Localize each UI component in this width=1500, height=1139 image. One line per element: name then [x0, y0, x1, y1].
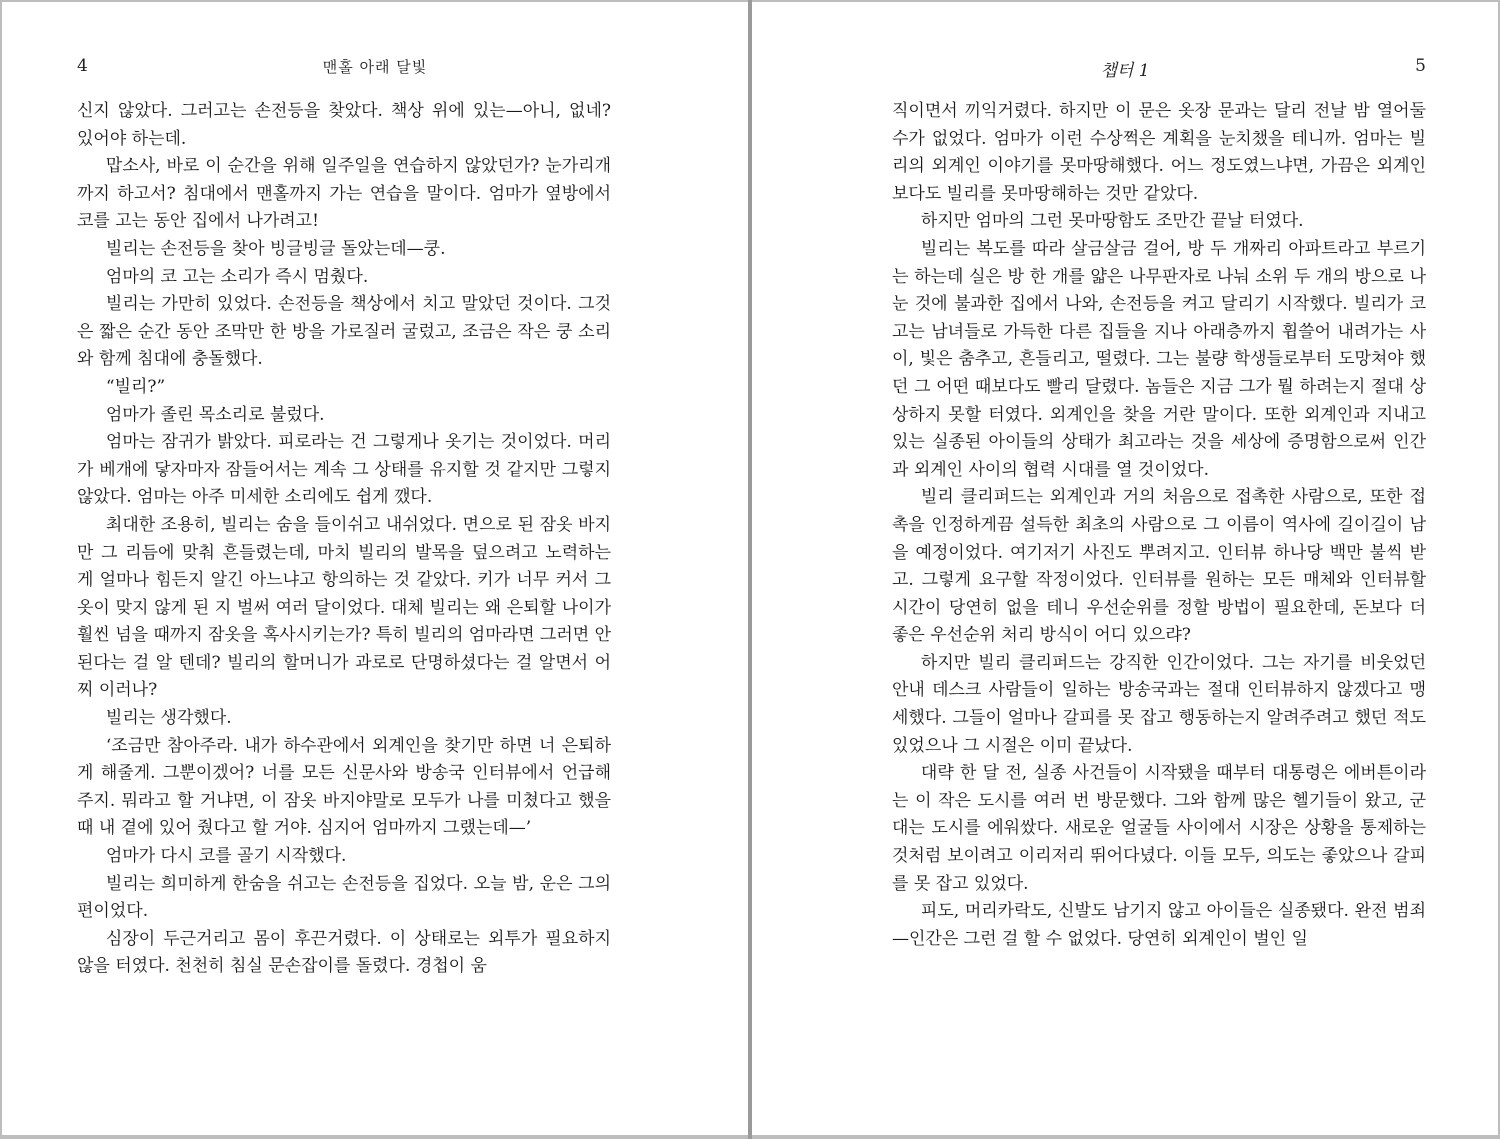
paragraph: 하지만 빌리 클리퍼드는 강직한 인간이었다. 그는 자기를 비웃었던 안내 데스크 사람들이 일하는 방송국과는 절대 인터뷰하지 않겠다고 맹세했다. 그들이 얼마나 갈피를 못 잡고 행동하는지 알려주려고 했던 적도 있었으나 그 시절은 이미 끝났다.	[892, 652, 1426, 756]
paragraph: 빌리는 생각했다.	[105, 708, 232, 729]
paragraph: 최대한 조용히, 빌리는 숨을 들이쉬고 내쉬었다. 면으로 된 잠옷 바지만 그 리듬에 맞춰 흔들렸는데, 마치 빌리의 발목을 덮으려고 노력하는 게 얼마나 힘든지 알긴 아느냐고 항의하는 것 같았다. 키가 너무 커서 그 옷이 맞지 않게 된 지 벌써 여러 달이었다. 대체 빌리는 왜 은퇴할 나이가 훨씬 넘을 때까지 잠옷을 혹사시키는가? 특히 빌리의 엄마라면 그러면 안 된다는 걸 알 텐데? 빌리의 할머니가 과로로 단명하셨다는 걸 알면서 어찌 이러나?	[77, 514, 611, 701]
paragraph: 빌리는 가만히 있었다. 손전등을 책상에서 치고 말았던 것이다. 그것은 짧은 순간 동안 조막만 한 방을 가로질러 굴렀고, 조금은 작은 쿵 소리와 함께 침대에 충돌했다.	[77, 294, 611, 370]
body-text	[892, 98, 1426, 953]
paragraph: 빌리 클리퍼드는 외계인과 거의 처음으로 접촉한 사람으로, 또한 접촉을 인정하게끔 설득한 최초의 사람으로 그 이름이 역사에 길이길이 남을 예정이었다. 여기저기 사진도 뿌려지고. 인터뷰 하나당 백만 불씩 받고. 그렇게 요구할 작정이었다. 인터뷰를 원하는 모든 매체와 인터뷰할 시간이 당연히 없을 테니 우선순위를 정할 방법이 필요한데, 돈보다 더 좋은 우선순위 처리 방식이 어디 있으랴?	[892, 487, 1426, 646]
paragraph: 하지만 엄마의 그런 못마땅함도 조만간 끝날 터였다.	[920, 211, 1304, 232]
paragraph: 직이면서 끼익거렸다. 하지만 이 문은 옷장 문과는 달리 전날 밤 열어둘 수가 없었다. 엄마가 이런 수상쩍은 계획을 눈치챘을 테니까. 엄마는 빌리의 외계인 이야기를 못마땅해했다. 어느 정도였느냐면, 가끔은 외계인보다도 빌리를 못마땅해하는 것만 같았다.	[892, 101, 1426, 204]
body-text	[77, 98, 611, 981]
paragraph: ‘조금만 참아주라. 내가 하수관에서 외계인을 찾기만 하면 너 은퇴하게 해줄게. 그뿐이겠어? 너를 모든 신문사와 방송국 인터뷰에서 언급해 주지. 뭐라고 할 거냐면, 이 잠옷 바지야말로 모두가 나를 미쳤다고 했을 때 내 곁에 있어 줬다고 할 거야. 심지어 엄마까지 그랬는데—’	[77, 735, 611, 839]
paragraph: 맙소사, 바로 이 순간을 위해 일주일을 연습하지 않았던가? 눈가리개까지 하고서? 침대에서 맨홀까지 가는 연습을 말이다. 엄마가 옆방에서 코를 고는 동안 집에서 나가려고!	[77, 156, 611, 232]
left-page	[2, 2, 748, 1135]
paragraph: 엄마가 다시 코를 골기 시작했다.	[105, 846, 347, 867]
running-title: 맨홀 아래 달빛	[322, 58, 428, 76]
paragraph: 피도, 머리카락도, 신발도 남기지 않고 아이들은 실종됐다. 완전 범죄—인간은 그런 걸 할 수 없었다. 당연히 외계인이 벌인 일	[892, 901, 1426, 949]
paragraph: 엄마는 잠귀가 밝았다. 피로라는 건 그렇게나 옷기는 것이었다. 머리가 베개에 닿자마자 잠들어서는 계속 그 상태를 유지할 것 같지만 그렇지 않았다. 엄마는 아주 미세한 소리에도 쉽게 깼다.	[77, 432, 611, 508]
page-number: 5	[1415, 56, 1426, 76]
paragraph: “빌리?”	[105, 376, 166, 397]
paragraph: 심장이 두근거리고 몸이 후끈거렸다. 이 상태로는 외투가 필요하지 않을 터였다. 천천히 침실 문손잡이를 돌렸다. 경첩이 움	[77, 928, 611, 977]
page-number: 4	[77, 56, 88, 76]
paragraph: 대략 한 달 전, 실종 사건들이 시작됐을 때부터 대통령은 에버튼이라는 이 작은 도시를 여러 번 방문했다. 그와 함께 많은 헬기들이 왔고, 군대는 도시를 에워쌌다. 새로운 얼굴들 사이에서 시장은 상황을 통제하는 것처럼 보이려고 이리저리 뛰어다녔다. 이들 모두, 의도는 좋았으나 갈피를 못 잡고 있었다.	[892, 763, 1426, 894]
paragraph: 빌리는 희미하게 한숨을 쉬고는 손전등을 집었다. 오늘 밤, 운은 그의 편이었다.	[77, 873, 611, 922]
paragraph: 빌리는 복도를 따라 살금살금 걸어, 방 두 개짜리 아파트라고 부르기는 하는데 실은 방 한 개를 얇은 나무판자로 나눠 소위 두 개의 방으로 나눈 것에 불과한 집에서 나와, 손전등을 켜고 달리기 시작했다. 빌리가 코 고는 남녀들로 가득한 다른 집들을 지나 아래층까지 휩쓸어 내려가는 사이, 빛은 춤추고, 흔들리고, 떨렸다. 그는 불량 학생들로부터 도망쳐야 했던 그 어떤 때보다도 빨리 달렸다. 놈들은 지금 그가 뭘 하려는지 절대 상상하지 못할 터였다. 외계인을 찾을 거란 말이다. 또한 외계인과 지내고 있는 실종된 아이들의 상태가 최고라는 것을 세상에 증명함으로써 인간과 외계인 사이의 협력 시대를 열 것이었다.	[892, 238, 1426, 480]
running-title: 챕터 1	[1100, 61, 1150, 81]
paragraph: 엄마가 졸린 목소리로 불렀다.	[105, 404, 325, 425]
paragraph: 신지 않았다. 그러고는 손전등을 찾았다. 책상 위에 있는—아니, 없네? 있어야 하는데.	[77, 101, 611, 149]
paragraph: 엄마의 코 고는 소리가 즉시 멈췄다.	[105, 266, 369, 287]
right-page	[752, 2, 1498, 1135]
paragraph: 빌리는 손전등을 찾아 빙글빙글 돌았는데—쿵.	[105, 238, 446, 259]
